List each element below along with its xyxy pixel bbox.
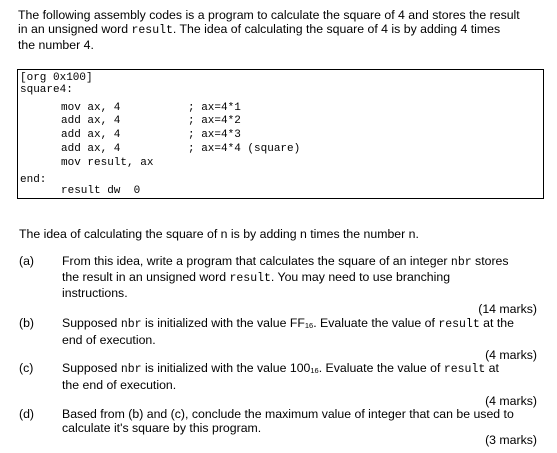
question-b-text: [62, 316, 540, 347]
question-b-evaluate-text: . Evaluate the value of: [313, 316, 439, 330]
code-data-declaration: result dw 0: [61, 185, 141, 197]
code-instruction-3: add ax, 4: [61, 129, 121, 141]
inline-code-nbr: nbr: [450, 256, 472, 269]
question-a-label: (a): [19, 254, 35, 268]
question-b-line-1-text: Supposed: [62, 316, 121, 330]
code-comment-4: ; ax=4*4 (square): [188, 143, 301, 155]
code-label-end: end:: [20, 174, 47, 186]
intro-paragraph: [18, 8, 548, 52]
question-d-label: (d): [19, 407, 35, 421]
question-b-line-1-end: at the: [479, 316, 514, 330]
question-a-line-1-text: From this idea, write a program that calculates the square of an integer: [62, 254, 451, 268]
intro-line-2-text: in an unsigned word: [18, 22, 132, 36]
inline-code-result: result: [131, 24, 173, 37]
question-c-line-1: [62, 361, 540, 378]
question-c-line-1-end: at: [485, 361, 499, 375]
code-instruction-2: add ax, 4: [61, 115, 121, 127]
question-a-line-2-text: the result in an unsigned word: [62, 270, 230, 284]
code-comment-2: ; ax=4*2: [188, 115, 241, 127]
question-a-line-2-end: . You may need to use branching: [270, 270, 451, 284]
question-a-line-2: [62, 270, 540, 286]
intro-line-1: The following assembly codes is a program to calculate the square of 4 and stores the result: [18, 8, 520, 22]
intro-line-2: [18, 22, 548, 38]
question-b-line-2: end of execution.: [62, 333, 156, 347]
code-org-directive: [org 0x100]: [20, 72, 93, 84]
question-c-label: (c): [19, 361, 34, 375]
question-d-line-2: calculate it's square by this program.: [62, 421, 262, 435]
hex-subscript: 16: [310, 366, 319, 375]
question-a-marks: (14 marks): [478, 302, 537, 316]
inline-code-nbr: nbr: [120, 318, 142, 331]
question-b-marks: (4 marks): [485, 348, 537, 362]
question-b-value-text: is initialized with the value FF: [141, 316, 305, 330]
code-instruction-5: mov result, ax: [61, 157, 154, 169]
code-listing-box: [17, 69, 544, 199]
question-c-marks: (4 marks): [485, 394, 537, 408]
intro-line-3: the number 4.: [18, 38, 94, 52]
question-c-line-1-text: Supposed: [62, 361, 121, 375]
code-comment-1: ; ax=4*1: [188, 102, 241, 114]
question-a-line-1-end: stores: [471, 254, 509, 268]
question-a-line-3: instructions.: [62, 286, 128, 300]
inline-code-result: result: [229, 272, 271, 285]
code-instruction-1: mov ax, 4: [61, 102, 121, 114]
hex-subscript: 16: [304, 321, 314, 330]
question-b-line-1: [62, 316, 540, 333]
question-a-line-1: [62, 254, 540, 270]
question-d-line-1: Based from (b) and (c), conclude the maximum value of integer that can be used to: [62, 407, 514, 421]
question-c-value-text: is initialized with the value 100: [141, 361, 311, 375]
question-d-marks: (3 marks): [485, 433, 537, 447]
question-c-text: [62, 361, 540, 392]
code-instruction-4: add ax, 4: [61, 143, 121, 155]
code-comment-3: ; ax=4*3: [188, 129, 241, 141]
question-c-evaluate-text: . Evaluate the value of: [318, 361, 444, 375]
question-a-text: [62, 254, 540, 300]
question-b-label: (b): [19, 316, 35, 330]
question-d-text: [62, 407, 540, 435]
question-c-line-2: the end of execution.: [62, 378, 177, 392]
intro-line-2-text-end: . The idea of calculating the square of 4 is by adding 4 times: [172, 22, 501, 36]
code-label-square4: square4:: [20, 84, 73, 96]
idea-n-sentence: The idea of calculating the square of n is by adding n times the number n.: [19, 227, 419, 241]
inline-code-result: result: [438, 318, 480, 331]
inline-code-result: result: [443, 363, 486, 376]
inline-code-nbr: nbr: [120, 363, 142, 376]
